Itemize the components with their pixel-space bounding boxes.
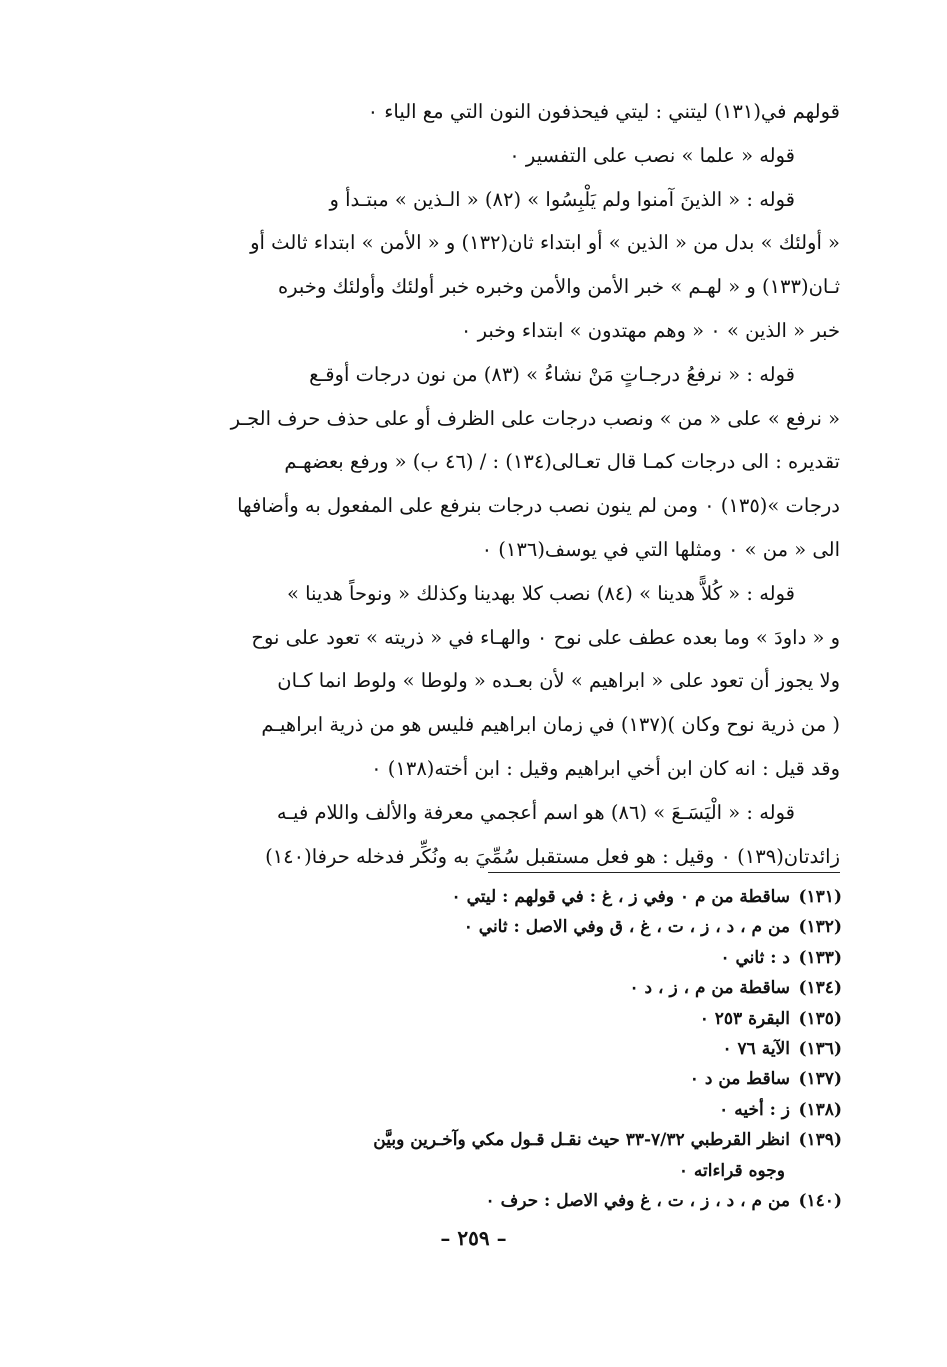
footnote-number: (١٣٤) [798, 978, 842, 999]
footnote [130, 1004, 842, 1034]
footnote [130, 1034, 842, 1064]
footnote [130, 973, 842, 1003]
text-line: ( من ذرية نوح وكان )(١٣٧) في زمان ابراهيم فليس هو من ذرية ابراهيـم [261, 713, 840, 737]
footnote-number: (١٣٧) [798, 1069, 842, 1090]
text-line: « أولئك » بدل من « الذين » أو ابتداء ثان(١٣٢) و « الأمن » ابتداء ثالث أو [250, 231, 840, 255]
footnote [130, 1064, 842, 1094]
text-line: درجات »(١٣٥) ٠ ومن لم ينون نصب درجات بنرفع على المفعول به وأضافها [237, 494, 840, 518]
footnote-number: (١٣١) [798, 887, 842, 907]
text-line: قوله : « الذينَ آمنوا ولم يَلْبِسُوا » (٨٢) « الـذين » مبتـدأ و [329, 187, 795, 211]
footnote-text: من م ، د ، ز ، ت ، غ وفي الاصل : حرف ٠ [485, 1191, 790, 1212]
footnote-text: انظر القرطبي ٧/٣٢-٣٣ حيث نقـل قـول مكي وآخـرين وبيَّن [373, 1130, 790, 1151]
text-line: « نرفع » على « من » ونصب درجات على الظرف أو على حذف حرف الجـر [230, 406, 840, 430]
footnote-text: ساقطة من م ٠ وفي ز ، غ : في قولهم : ليتي ٠ [451, 887, 790, 907]
text-line: قوله : « كُلاًّ هدينا » (٨٤) نصب كلا بهدينا وكذلك « ونوحاً هدينا » [286, 581, 795, 605]
footnote-number: (١٣٥) [798, 1008, 842, 1029]
footnote-number: (١٣٦) [798, 1039, 842, 1060]
footnote-number: (١٤٠) [798, 1191, 842, 1212]
text-line: قوله : « نرفعُ درجـاتٍ مَنْ نشاءُ » (٨٣) من نون درجات أوقـع [309, 362, 795, 386]
page-number: – ٢٥٩ – [440, 1226, 507, 1250]
footnote-text: البقرة ٢٥٣ ٠ [699, 1008, 790, 1029]
text-line: خبر « الذين » ٠ « وهم مهتدون » ابتداء وخبر ٠ [460, 318, 840, 342]
footnote-text: ساقط من د ٠ [689, 1069, 790, 1090]
text-line: ولا يجوز أن تعود على « ابراهيم » لأن بعـده « ولوطا » ولوط انما كـان [277, 669, 840, 693]
footnote-text: وجوه قراءاته ٠ [678, 1160, 785, 1181]
footnote-continuation [130, 1156, 842, 1186]
main-text [130, 90, 840, 878]
footnote-text: د : ثاني ٠ [720, 947, 790, 968]
text-line: زائدتان(١٣٩) ٠ وقيل : هو فعل مستقبل سُمِّيَ به ونُكِّر فدخله حرفا(١٤٠) [265, 844, 840, 868]
footnote-number: (١٣٩) [798, 1130, 842, 1151]
text-line: ثـان(١٣٣) و « لهـم » خبر الأمن والأمن وخبره خبر أولئك وأولئك وخبره [277, 275, 840, 299]
text-line: تقديره : الى درجات كمـا قال تعـالى(١٣٤) : / (٤٦ ب) « ورفع بعضهـم [284, 450, 840, 474]
text-line: و « داودَ » وما بعده عطف على نوح ٠ والهـاء في « ذريته » تعود على نوح [251, 625, 840, 649]
footnote-text: الآية ٧٦ ٠ [722, 1039, 790, 1060]
footnote [130, 1125, 842, 1155]
text-line: قوله : « الْيَسَـعَ » (٨٦) هو اسم أعجمي معرفة والألف واللام فيـه [276, 800, 795, 824]
footnote [130, 1186, 842, 1216]
footnote-number: (١٣٨) [798, 1099, 842, 1120]
footnote [130, 912, 842, 942]
text-line: قولهم في(١٣١) ليتني : ليتي فيحذفون النون التي مع الياء ٠ [367, 100, 840, 123]
text-line: الى « من » ٠ ومثلها التي في يوسف(١٣٦) ٠ [481, 537, 840, 561]
footnote-number: (١٣٢) [798, 917, 842, 938]
footnote-text: ساقطة من م ، ز ، د ٠ [629, 978, 790, 999]
text-line: قوله « علما » نصب على التفسير ٠ [509, 143, 795, 167]
footnote [130, 1095, 842, 1125]
footnote-text: من م ، د ، ز ، ت ، غ ، ق وفي الاصل : ثاني ٠ [463, 917, 790, 938]
footnote [130, 943, 842, 973]
text-line: وقد قيل : انه كان ابن أخي ابراهيم وقيل : ابن أخته(١٣٨) ٠ [371, 756, 840, 780]
footnote-number: (١٣٣) [798, 947, 842, 968]
footnote [130, 882, 842, 912]
footnote-divider [488, 872, 840, 873]
footnote-text: ز : أخيه ٠ [719, 1099, 790, 1120]
footnotes [130, 882, 842, 1216]
